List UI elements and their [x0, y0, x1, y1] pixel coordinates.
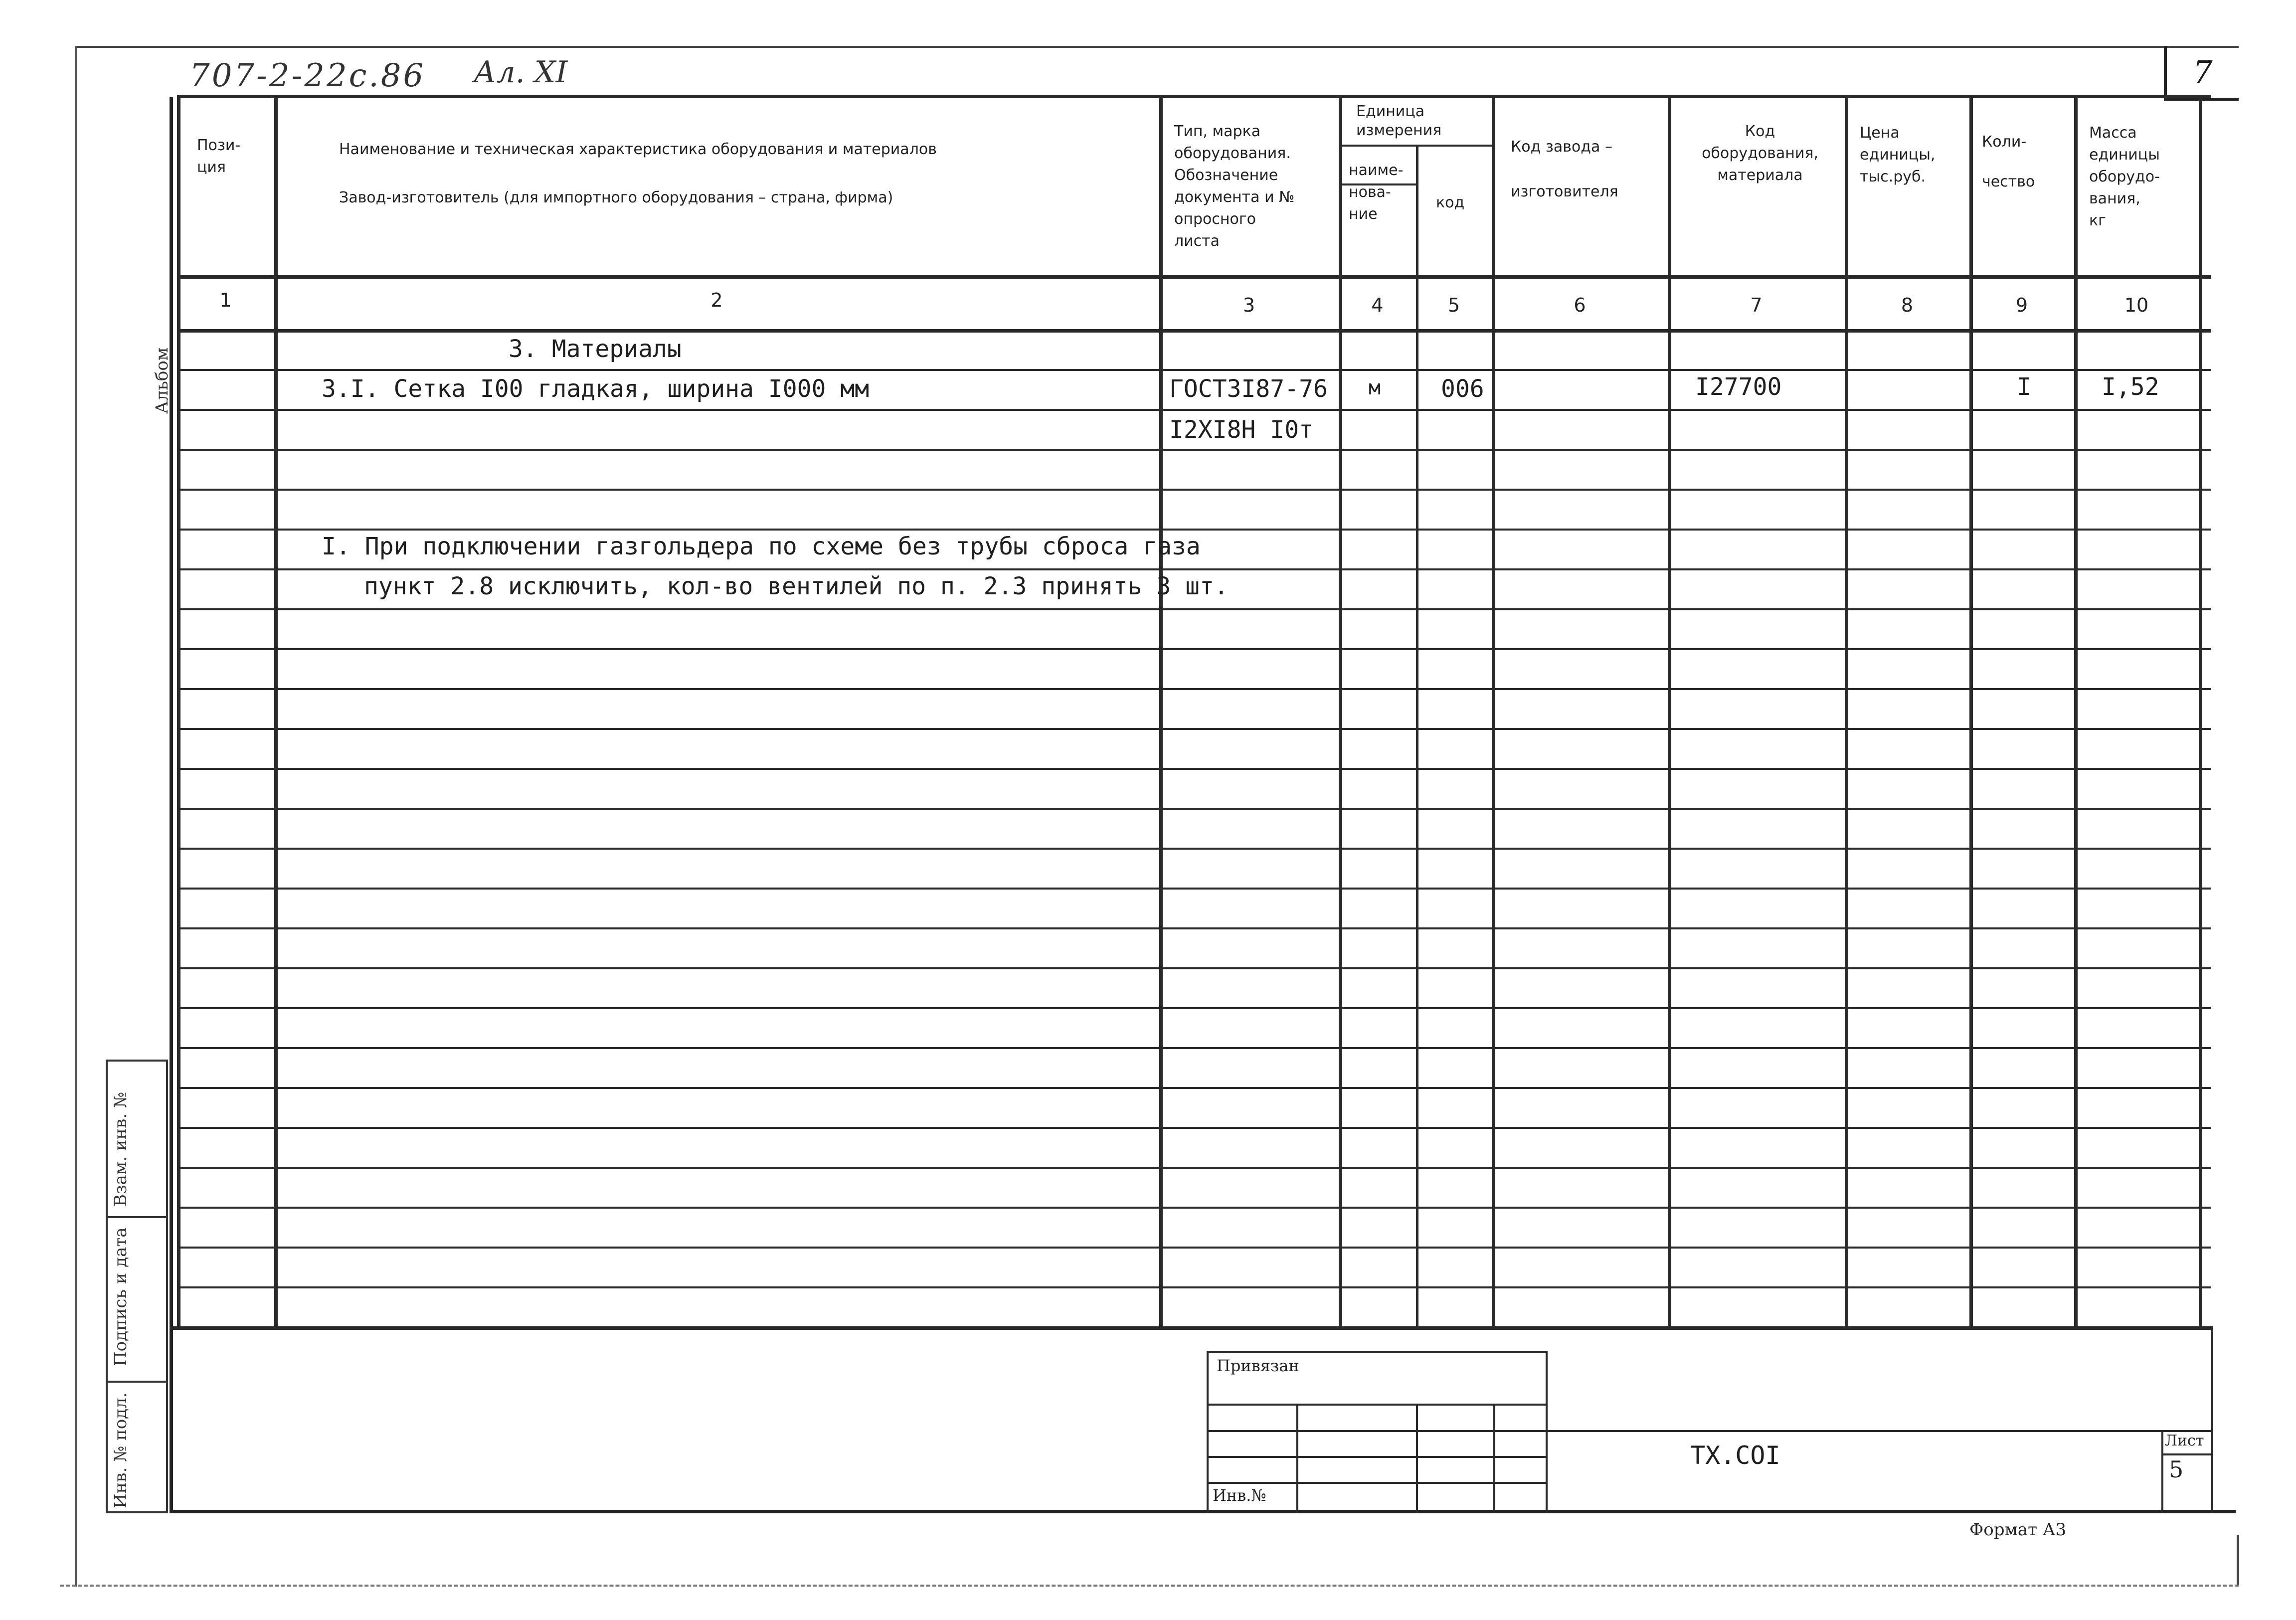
document-code: ТХ.СОI: [1690, 1441, 1780, 1470]
col-number-8: 8: [1901, 294, 1914, 316]
item-name: 3.I. Сетка I00 гладкая, ширина I000 мм: [322, 375, 870, 403]
note-line-1: I. При подключении газгольдера по схеме без трубы сброса газа: [322, 533, 1201, 560]
col-number-4: 4: [1371, 294, 1384, 316]
sheet-frame-top: [75, 46, 2239, 48]
col-header-price: Цена единицы, тыс.руб.: [1860, 124, 1936, 185]
stamp-label-inv-original: Инв. № подл.: [111, 1392, 131, 1508]
item-mass: I,52: [2102, 373, 2159, 401]
stamp-label-signature-date: Подпись и дата: [111, 1227, 131, 1366]
col-number-6: 6: [1574, 294, 1586, 316]
handwritten-album-number: Ал. XI: [474, 55, 568, 90]
col-header-factory-code: Код завода – изготовителя: [1511, 138, 1618, 200]
col-header-manufacturer: Завод-изготовитель (для импортного оборудования – страна, фирма): [339, 189, 893, 206]
col-header-equipment-code: Код оборудования, материала: [1702, 123, 1818, 184]
stamp-label-replace-inv: Взам. инв. №: [111, 1091, 131, 1207]
binding-label: Привязан: [1217, 1356, 1299, 1375]
handwritten-project-code: 707-2-22с.86: [189, 57, 426, 94]
col-header-mass: Масса единицы оборудо- вания, кг: [2089, 124, 2160, 229]
note-line-2: пункт 2.8 исключить, кол-во вентилей по п. 2.3 принять 3 шт.: [364, 572, 1229, 600]
paper-format: Формат А3: [1969, 1520, 2067, 1540]
col-header-position: Пози- ция: [197, 137, 241, 176]
item-unit-code: 006: [1441, 375, 1484, 403]
col-number-2: 2: [710, 289, 723, 311]
col-number-7: 7: [1750, 294, 1763, 316]
col-header-type: Тип, марка оборудования. Обозначение документа и № опросного листа: [1174, 123, 1295, 250]
item-equipment-code: I27700: [1695, 373, 1782, 401]
page-number: 7: [2164, 46, 2239, 101]
col-number-5: 5: [1447, 294, 1460, 316]
col-header-unit-code: код: [1436, 194, 1465, 211]
sheet-label: Лист: [2165, 1432, 2204, 1449]
item-unit: м: [1369, 376, 1381, 399]
sheet-frame-bottom: [60, 1585, 2239, 1587]
inventory-label: Инв.№: [1213, 1486, 1266, 1505]
side-album-label: Альбом: [152, 347, 172, 414]
col-number-10: 10: [2124, 294, 2149, 316]
sheet-frame-left: [75, 46, 77, 1587]
sheet-frame-right: [2237, 1535, 2239, 1585]
col-header-quantity: Коли- чество: [1982, 133, 2035, 190]
col-number-3: 3: [1242, 294, 1255, 316]
col-number-9: 9: [2015, 294, 2028, 316]
item-quantity: I: [2017, 373, 2031, 401]
col-number-1: 1: [219, 289, 232, 311]
col-header-unit-group: Единица измерения: [1356, 103, 1442, 139]
col-header-name: Наименование и техническая характеристика оборудования и материалов: [339, 141, 937, 158]
item-document-grade: I2XI8H I0т: [1169, 416, 1313, 444]
sheet-number: 5: [2169, 1456, 2184, 1483]
item-document: ГОСТ3I87-76: [1169, 375, 1328, 403]
col-header-unit-name: наиме- нова- ние: [1349, 162, 1404, 223]
section-title: 3. Материалы: [509, 335, 682, 363]
